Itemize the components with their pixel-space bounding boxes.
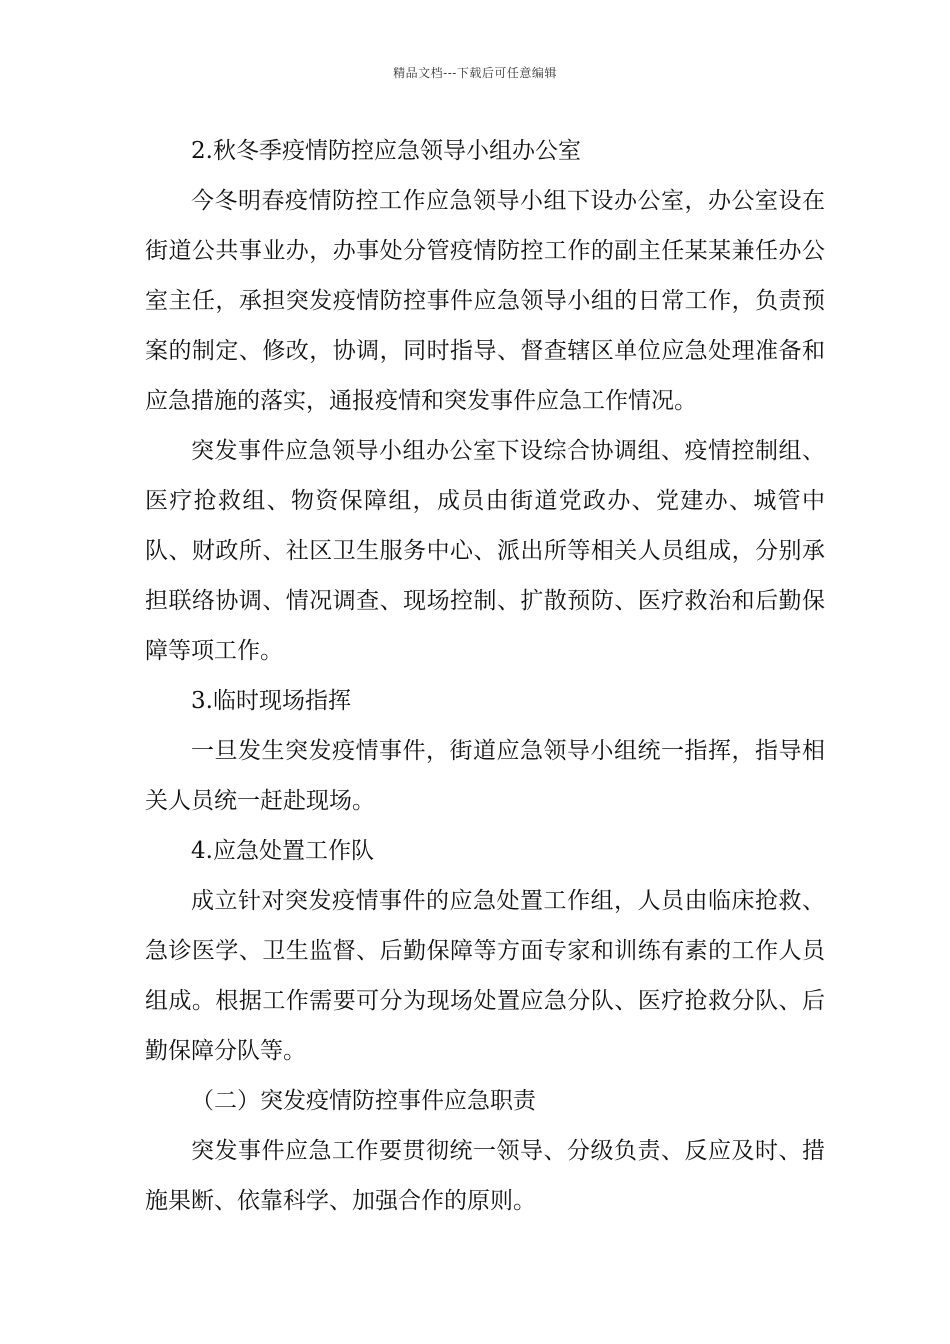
subheading-field-command: 3.临时现场指挥 xyxy=(191,688,351,714)
document-body xyxy=(145,126,825,1226)
section-heading-duties: （二）突发疫情防控事件应急职责 xyxy=(191,1088,536,1114)
paragraph-principles: 突发事件应急工作要贯彻统一领导、分级负责、反应及时、措施果断、依靠科学、加强合作的原则。 xyxy=(145,1138,825,1214)
paragraph-response-team: 成立针对突发疫情事件的应急处置工作组，人员由临床抢救、急诊医学、卫生监督、后勤保障等方面专家和训练有素的工作人员组成。根据工作需要可分为现场处置应急分队、医疗抢救分队、后勤保障分队等。 xyxy=(145,888,825,1064)
subheading-response-team: 4.应急处置工作队 xyxy=(191,838,374,864)
page-header: 精品文档---下载后可任意编辑 xyxy=(393,66,557,80)
subheading-office: 2.秋冬季疫情防控应急领导小组办公室 xyxy=(191,138,581,164)
paragraph-office-duties: 今冬明春疫情防控工作应急领导小组下设办公室，办公室设在街道公共事业办，办事处分管疫情防控工作的副主任某某兼任办公室主任，承担突发疫情防控事件应急领导小组的日常工作，负责预案的制定、修改，协调，同时指导、督查辖区单位应急处理准备和应急措施的落实，通报疫情和突发事件应急工作情况。 xyxy=(145,188,825,414)
paragraph-field-command: 一旦发生突发疫情事件，街道应急领导小组统一指挥，指导相关人员统一赶赴现场。 xyxy=(145,738,825,814)
paragraph-office-groups: 突发事件应急领导小组办公室下设综合协调组、疫情控制组、医疗抢救组、物资保障组，成员由街道党政办、党建办、城管中队、财政所、社区卫生服务中心、派出所等相关人员组成，分别承担联络协调、情况调查、现场控制、扩散预防、医疗救治和后勤保障等项工作。 xyxy=(145,438,825,664)
